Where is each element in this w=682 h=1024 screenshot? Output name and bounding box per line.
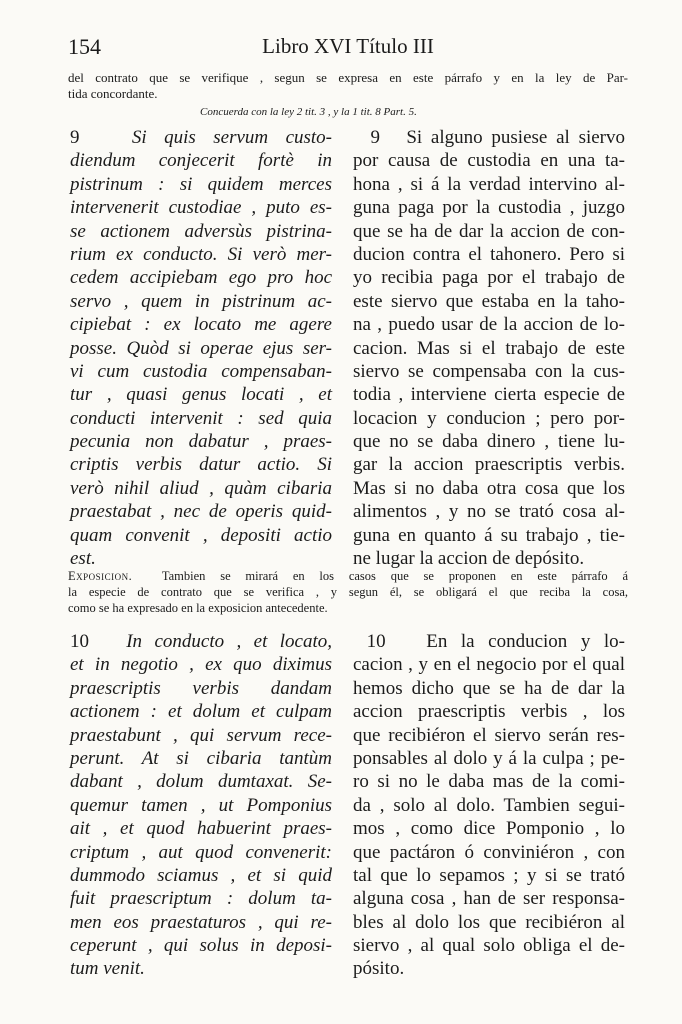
spanish-line: guna paga por la custodia , juzgo: [353, 197, 625, 219]
running-head: Libro XVI Título III: [262, 34, 434, 58]
latin-line: servo , quem in pistrinum ac-: [70, 290, 332, 312]
latin-line: men eos praestaturos , qui re-: [70, 911, 332, 933]
latin-line: cipiebat : ex locato me agere: [70, 314, 332, 336]
spanish-line: ne lugar la accion de depósito.: [353, 548, 585, 570]
exposition-line: como se ha expresado en la exposicion antecedente.: [68, 601, 328, 615]
spanish-line: hona , si á la verdad intervino al-: [353, 173, 625, 195]
paragraph-number: 10: [70, 631, 89, 652]
spanish-line: pósito.: [353, 958, 405, 980]
note-continuation: [68, 70, 628, 102]
spanish-line: gar la accion praescriptis verbis.: [353, 454, 625, 476]
spanish-line: que recibiéron el siervo serán res-: [353, 724, 625, 746]
spanish-line: alimentos , y no se trató cosa al-: [353, 501, 625, 523]
spanish-line: da , solo al dolo. Tambien segui-: [353, 794, 625, 816]
latin-line: praescriptis verbis dandam: [70, 677, 332, 699]
concordance-note: Concuerda con la ley 2 tit. 3 , y la 1 tit. 8 Part. 5.: [200, 106, 417, 118]
latin-line: rium ex conducto. Si verò mer-: [70, 243, 332, 265]
latin-line: conducti intervenit : sed quia: [70, 407, 332, 429]
latin-line: criptum , aut quod convenerit:: [70, 841, 332, 863]
latin-line: dummodo sciamus , et si quid: [70, 864, 332, 886]
note-line: del contrato que se verifique , segun se expresa en este párrafo y en la ley de Par-: [68, 70, 628, 85]
paragraph-number: 9: [370, 127, 381, 148]
latin-line: verò nihil aliud , quàm cibaria: [70, 477, 332, 499]
spanish-line: [353, 126, 625, 149]
latin-line: fuit praescriptum : dolum ta-: [70, 888, 332, 910]
latin-line: tur , quasi genus locati , et: [70, 384, 332, 406]
exposition-label: Exposicion.: [68, 569, 133, 583]
note-line: tida concordante.: [68, 86, 158, 101]
section-10-spanish: [353, 630, 625, 981]
spanish-line: bles al dolo los que recibiéron al: [353, 911, 625, 933]
spanish-line: Mas si no daba otra cosa que los: [353, 477, 625, 499]
latin-line: ceperunt , qui solus in deposi-: [70, 935, 332, 957]
spanish-line: tal que lo sepamos ; y si se trató: [353, 864, 625, 886]
exposition-line-text: Tambien se mirará en los casos que se proponen en este párrafo á: [161, 569, 628, 583]
latin-line: criptis verbis datur actio. Si: [70, 454, 332, 476]
spanish-line: siervo , al qual solo obliga el de-: [353, 935, 625, 957]
section-9-latin: [70, 126, 332, 570]
spanish-line: que no se daba dinero , tiene lu-: [353, 431, 625, 453]
spanish-line: ponsables al dolo y á la culpa ; pe-: [353, 747, 625, 769]
latin-line: diendum conjecerit fortè in: [70, 150, 332, 172]
spanish-line: yo recibia paga por el trabajo de: [353, 267, 625, 289]
spanish-line: este siervo que estaba en la taho-: [353, 290, 625, 312]
latin-line: est.: [70, 548, 96, 570]
latin-line: [70, 126, 332, 149]
spanish-line-text: En la conducion y lo-: [426, 631, 626, 652]
latin-line: pistrinum : si quidem merces: [70, 173, 332, 195]
spanish-line-text: Si alguno pusiese al siervo: [406, 127, 626, 148]
spanish-line: por causa de custodia en una ta-: [353, 150, 625, 172]
latin-line: actionem : et dolum et culpam: [70, 701, 332, 723]
spanish-line: hemos dicho que se ha de dar la: [353, 677, 625, 699]
spanish-line: locacion y conducion ; pero por-: [353, 407, 625, 429]
exposition-line: la especie de contrato que se verifica , y segun él, se obligará el que reciba la cosa,: [68, 585, 628, 599]
spanish-line: [353, 630, 625, 653]
spanish-line: guna en quanto á su trabajo , tie-: [353, 524, 625, 546]
spanish-line: cacion. Mas si el trabajo de este: [353, 337, 625, 359]
page-header: [68, 30, 628, 64]
latin-line: dabant , dolum dumtaxat. Se-: [70, 771, 332, 793]
latin-line: [70, 630, 332, 653]
latin-line: tum venit.: [70, 958, 145, 980]
latin-line-text: Si quis servum custo-: [131, 127, 333, 148]
spanish-line: que se ha de dar la accion de con-: [353, 220, 625, 242]
section-10-latin: [70, 630, 332, 981]
latin-line: posse. Quòd si operae ejus ser-: [70, 337, 332, 359]
latin-line: cedem accipiebam ego pro hoc: [70, 267, 332, 289]
latin-line-text: In conducto , et locato,: [126, 631, 333, 652]
spanish-line: mos , como dice Pomponio , lo: [353, 818, 625, 840]
latin-line: ait , et quod habuerint praes-: [70, 818, 332, 840]
spanish-line: alguna cosa , han de ser responsa-: [353, 888, 625, 910]
latin-line: praestabat , nec de operis quid-: [70, 501, 332, 523]
spanish-line: que pactáron ó conviniéron , con: [353, 841, 625, 863]
spanish-line: na , puedo usar de la accion de lo-: [353, 314, 625, 336]
spanish-line: ro si no le daba mas de la comi-: [353, 771, 625, 793]
latin-line: praestabunt , qui servum rece-: [70, 724, 332, 746]
latin-line: perunt. At si cibaria tantùm: [70, 747, 332, 769]
spanish-line: cacion , y en el negocio por el qual: [353, 654, 625, 676]
spanish-line: ducion contra el tahonero. Pero si: [353, 243, 625, 265]
paragraph-number: 9: [70, 127, 80, 148]
latin-line: vi cum custodia compensaban-: [70, 360, 332, 382]
latin-line: pecunia non dabatur , praes-: [70, 431, 332, 453]
latin-line: intervenerit custodiae , puto es-: [70, 197, 332, 219]
latin-line: quam convenit , depositi actio: [70, 524, 332, 546]
latin-line: se actionem adversùs pistrina-: [70, 220, 332, 242]
exposition-line: [68, 568, 628, 584]
section-9-spanish: [353, 126, 625, 570]
page-number: 154: [68, 34, 101, 59]
exposition-note: [68, 568, 628, 616]
spanish-line: todia , interviene cierta especie de: [353, 384, 625, 406]
latin-line: quemur tamen , ut Pomponius: [70, 794, 332, 816]
paragraph-number: 10: [366, 631, 386, 652]
latin-line: et in negotio , ex quo diximus: [70, 654, 332, 676]
spanish-line: siervo se compensaba con la cus-: [353, 360, 625, 382]
spanish-line: accion praescriptis verbis , los: [353, 701, 625, 723]
